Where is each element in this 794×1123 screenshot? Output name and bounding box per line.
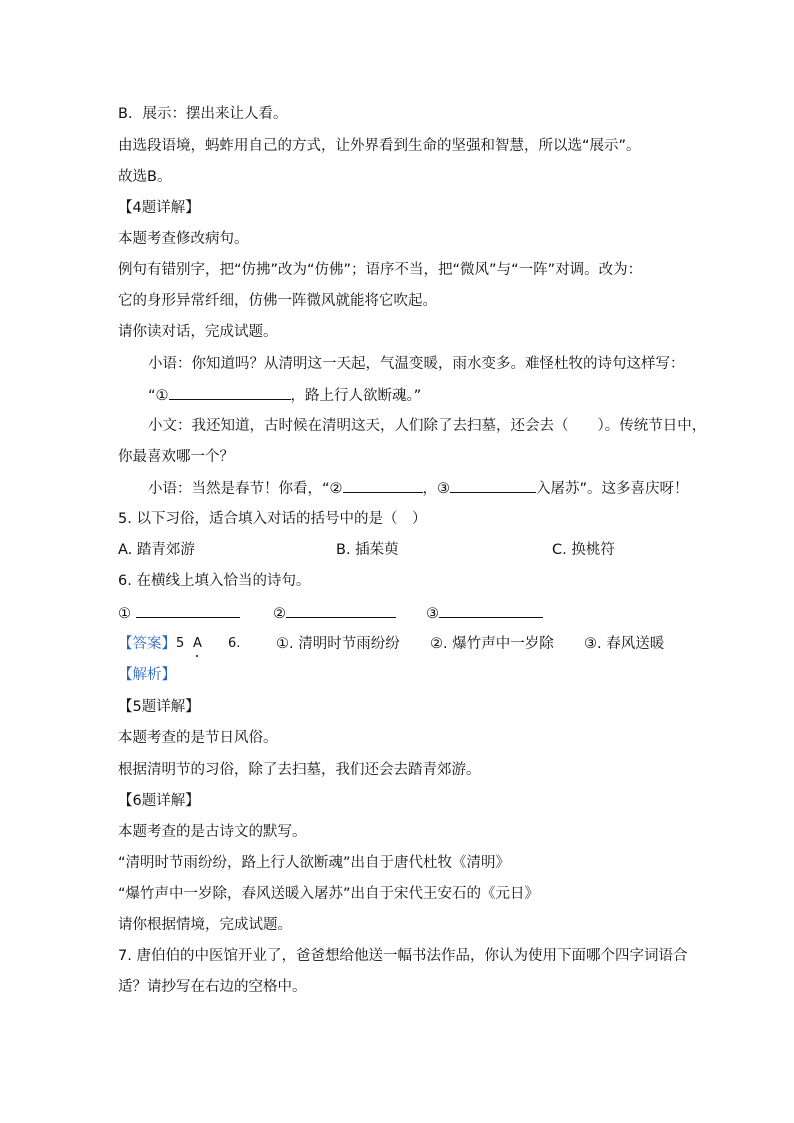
option-b-explanation: B．展示：摆出来让人看。 <box>118 106 288 122</box>
section-heading-q5: 【5题详解】 <box>118 699 200 715</box>
reasoning-text: 由选段语境，蚂蚱用自己的方式，让外界看到生命的坚强和智慧，所以选“展示”。 <box>118 138 641 154</box>
q4-analysis: 例句有错别字，把“仿拂”改为“仿佛”；语序不当，把“微风”与“一阵”对调。改为： <box>118 262 643 278</box>
question-7-line-2: 适？请抄写在右边的空格中。 <box>118 979 307 995</box>
answer-5-label: 5 <box>176 636 185 651</box>
q6-source-1: “清明时节雨纷纷，路上行人欲断魂”出自于唐代杜牧《清明》 <box>118 855 511 871</box>
answer-choice: 故选B。 <box>118 169 172 185</box>
answer-tag: 【答案】 <box>118 636 176 652</box>
question-5: 5. 以下习俗，适合填入对话的括号中的是（ ） <box>118 511 427 527</box>
situation-instruction: 请你根据情境，完成试题。 <box>118 917 292 933</box>
q5-analysis: 根据清明节的习俗，除了去扫墓，我们还会去踏青郊游。 <box>118 762 481 778</box>
dialogue-xiaoyu-1: 小语：你知道吗？从清明这一天起，气温变暖，雨水变多。难怪杜牧的诗句这样写： <box>148 356 685 372</box>
dialogue-xiaowen-2: 你最喜欢哪一个？ <box>118 449 234 465</box>
answer-5-value: A <box>193 636 202 651</box>
answer-6-3: ③. 春风送暖 <box>584 636 665 652</box>
answer-6-2: ②. 爆竹声中一岁除 <box>430 636 554 652</box>
answer-blank-3: ③ <box>426 603 543 624</box>
q4-corrected-sentence: 它的身形异常纤细，仿佛一阵微风就能将它吹起。 <box>118 293 437 309</box>
q4-intro: 本题考查修改病句。 <box>118 231 249 247</box>
q6-source-2: “爆竹声中一岁除，春风送暖入屠苏”出自于宋代王安石的《元日》 <box>118 886 540 902</box>
question-7-line-1: 7. 唐伯伯的中医馆开业了，爸爸想给他送一幅书法作品，你认为使用下面哪个四字词语合 <box>118 948 688 964</box>
fill-blank-3 <box>450 478 536 493</box>
answer-6-1: ①. 清明时节雨纷纷 <box>276 636 400 652</box>
question-6: 6. 在横线上填入恰当的诗句。 <box>118 573 311 589</box>
answer-blank-1: ① <box>118 603 240 624</box>
q6-intro: 本题考查的是古诗文的默写。 <box>118 824 307 840</box>
section-heading-q6: 【6题详解】 <box>118 793 200 809</box>
fill-blank-2 <box>343 478 423 493</box>
dialogue-xiaoyu-2: 小语：当然是春节！你看，“② ，③ 入屠苏”。这多喜庆呀！ <box>148 478 689 499</box>
poem-line-1: “① ，路上行人欲断魂。” <box>148 385 421 406</box>
analysis-tag: 【解析】 <box>118 667 176 683</box>
fill-blank-1 <box>169 385 291 400</box>
option-c: C. 换桃符 <box>552 542 615 558</box>
option-a: A. 踏青郊游 <box>118 542 195 558</box>
section-heading-q4: 【4题详解】 <box>118 200 200 216</box>
dialogue-instruction: 请你读对话，完成试题。 <box>118 324 278 340</box>
q5-intro: 本题考查的是节日风俗。 <box>118 730 278 746</box>
dialogue-xiaowen-1: 小文：我还知道，古时候在清明这天，人们除了去扫墓，还会去（ ）。传统节日中， <box>148 418 707 434</box>
option-b: B. 插茱萸 <box>336 542 399 558</box>
answer-blank-2: ② <box>273 603 396 624</box>
answer-6-label: 6. <box>228 636 241 651</box>
